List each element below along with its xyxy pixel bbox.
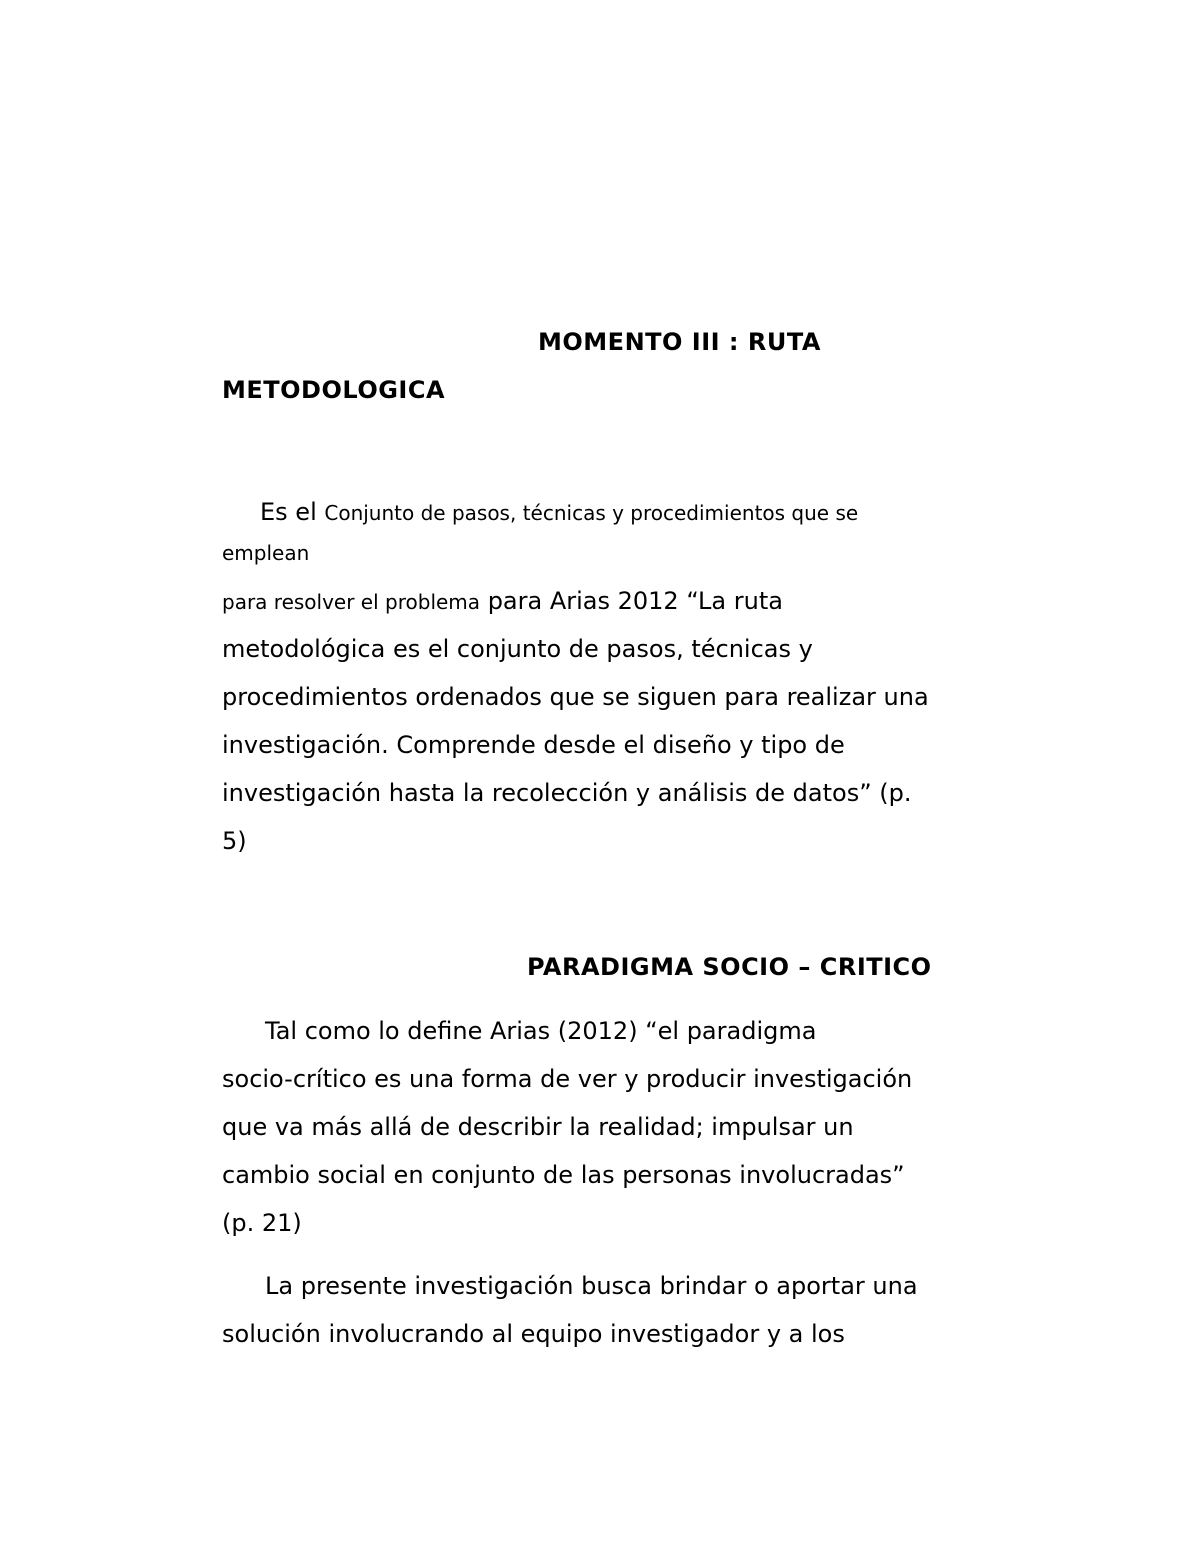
paragraph-1-line-3 xyxy=(222,586,783,617)
paragraph-1-line-1 xyxy=(260,497,858,528)
paragraph-1-line-8: 5) xyxy=(222,827,247,855)
heading-paradigma: PARADIGMA SOCIO – CRITICO xyxy=(527,953,932,981)
paragraph-1-line-4: metodológica es el conjunto de pasos, técnicas y xyxy=(222,635,813,663)
heading-momento: MOMENTO III : RUTA xyxy=(538,328,821,356)
paragraph-2-line-4: cambio social en conjunto de las personas involucradas” xyxy=(222,1161,905,1189)
paragraph-1-line-6: investigación. Comprende desde el diseño y tipo de xyxy=(222,731,845,759)
paragraph-2-line-5: (p. 21) xyxy=(222,1209,302,1237)
paragraph-1-line-7: investigación hasta la recolección y análisis de datos” (p. xyxy=(222,779,912,807)
paragraph-2-line-2: socio-crítico es una forma de ver y producir investigación xyxy=(222,1065,913,1093)
heading-metodologica: METODOLOGICA xyxy=(222,376,446,404)
paragraph-3-line-1: La presente investigación busca brindar o aportar una xyxy=(265,1272,918,1300)
paragraph-3-line-2: solución involucrando al equipo investigador y a los xyxy=(222,1320,845,1348)
paragraph-1-lead: Es el xyxy=(260,498,317,526)
paragraph-1-line-2: emplean xyxy=(222,541,310,565)
paragraph-2-line-1: Tal como lo define Arias (2012) “el paradigma xyxy=(265,1017,817,1045)
paragraph-1-rest: Conjunto de pasos, técnicas y procedimientos que se xyxy=(324,501,859,525)
paragraph-1-problem: para resolver el problema xyxy=(222,590,481,614)
paragraph-1-quote-start: para Arias 2012 “La ruta xyxy=(487,587,783,615)
paragraph-2-line-3: que va más allá de describir la realidad; impulsar un xyxy=(222,1113,854,1141)
paragraph-1-line-5: procedimientos ordenados que se siguen para realizar una xyxy=(222,683,929,711)
